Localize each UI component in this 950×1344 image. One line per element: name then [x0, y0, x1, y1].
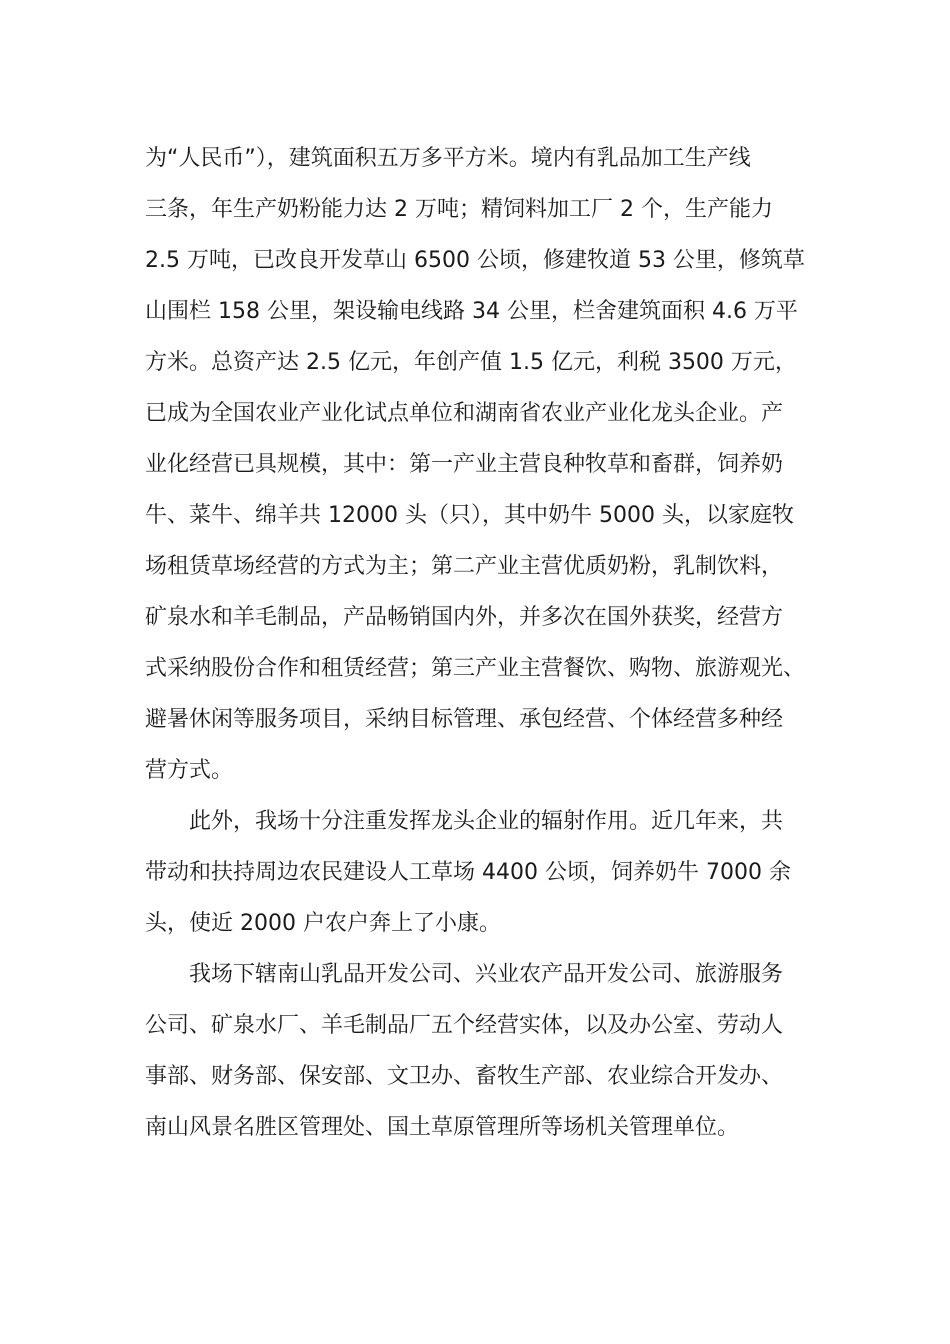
text-line: 牛、菜牛、绵羊共 12000 头（只），其中奶牛 5000 头，以家庭牧 [145, 503, 794, 528]
paragraph-overview [145, 133, 825, 796]
text-line: 已成为全国农业产业化试点单位和湖南省农业产业化龙头企业。产 [145, 401, 784, 426]
text-line: 矿泉水和羊毛制品，产品畅销国内外，并多次在国外获奖，经营方 [145, 605, 784, 630]
text-line: 此外，我场十分注重发挥龙头企业的辐射作用。近几年来，共 [189, 809, 784, 834]
paragraph-radiation [145, 796, 825, 949]
text-line: 2.5 万吨，已改良开发草山 6500 公顷，修建牧道 53 公里，修筑草 [145, 248, 805, 273]
text-line: 方米。总资产达 2.5 亿元，年创产值 1.5 亿元，利税 3500 万元， [145, 350, 797, 375]
text-line: 山围栏 158 公里，架设输电线路 34 公里，栏舍建筑面积 4.6 万平 [145, 299, 798, 324]
text-line: 场租赁草场经营的方式为主；第二产业主营优质奶粉，乳制饮料， [145, 554, 784, 579]
text-line: 公司、矿泉水厂、羊毛制品厂五个经营实体，以及办公室、劳动人 [145, 1013, 784, 1038]
text-line: 避暑休闲等服务项目，采纳目标管理、承包经营、个体经营多种经 [145, 707, 784, 732]
text-line: 头，使近 2000 户农户奔上了小康。 [145, 911, 501, 936]
text-line: 为“人民币”），建筑面积五万多平方米。境内有乳品加工生产线 [145, 146, 751, 171]
text-line: 我场下辖南山乳品开发公司、兴业农产品开发公司、旅游服务 [189, 962, 784, 987]
text-line: 业化经营已具规模，其中：第一产业主营良种牧草和畜群，饲养奶 [145, 452, 784, 477]
text-line: 式采纳股份合作和租赁经营；第三产业主营餐饮、购物、旅游观光、 [145, 656, 806, 681]
text-line: 带动和扶持周边农民建设人工草场 4400 公顷，饲养奶牛 7000 余 [145, 860, 791, 885]
text-line: 营方式。 [145, 758, 234, 783]
text-line: 事部、财务部、保安部、文卫办、畜牧生产部、农业综合开发办、 [145, 1064, 784, 1089]
document-body [145, 133, 825, 1153]
text-line: 三条，年生产奶粉能力达 2 万吨；精饲料加工厂 2 个，生产能力 [145, 197, 773, 222]
text-line: 南山风景名胜区管理处、国土草原管理所等场机关管理单位。 [145, 1115, 740, 1140]
paragraph-organization [145, 949, 825, 1153]
